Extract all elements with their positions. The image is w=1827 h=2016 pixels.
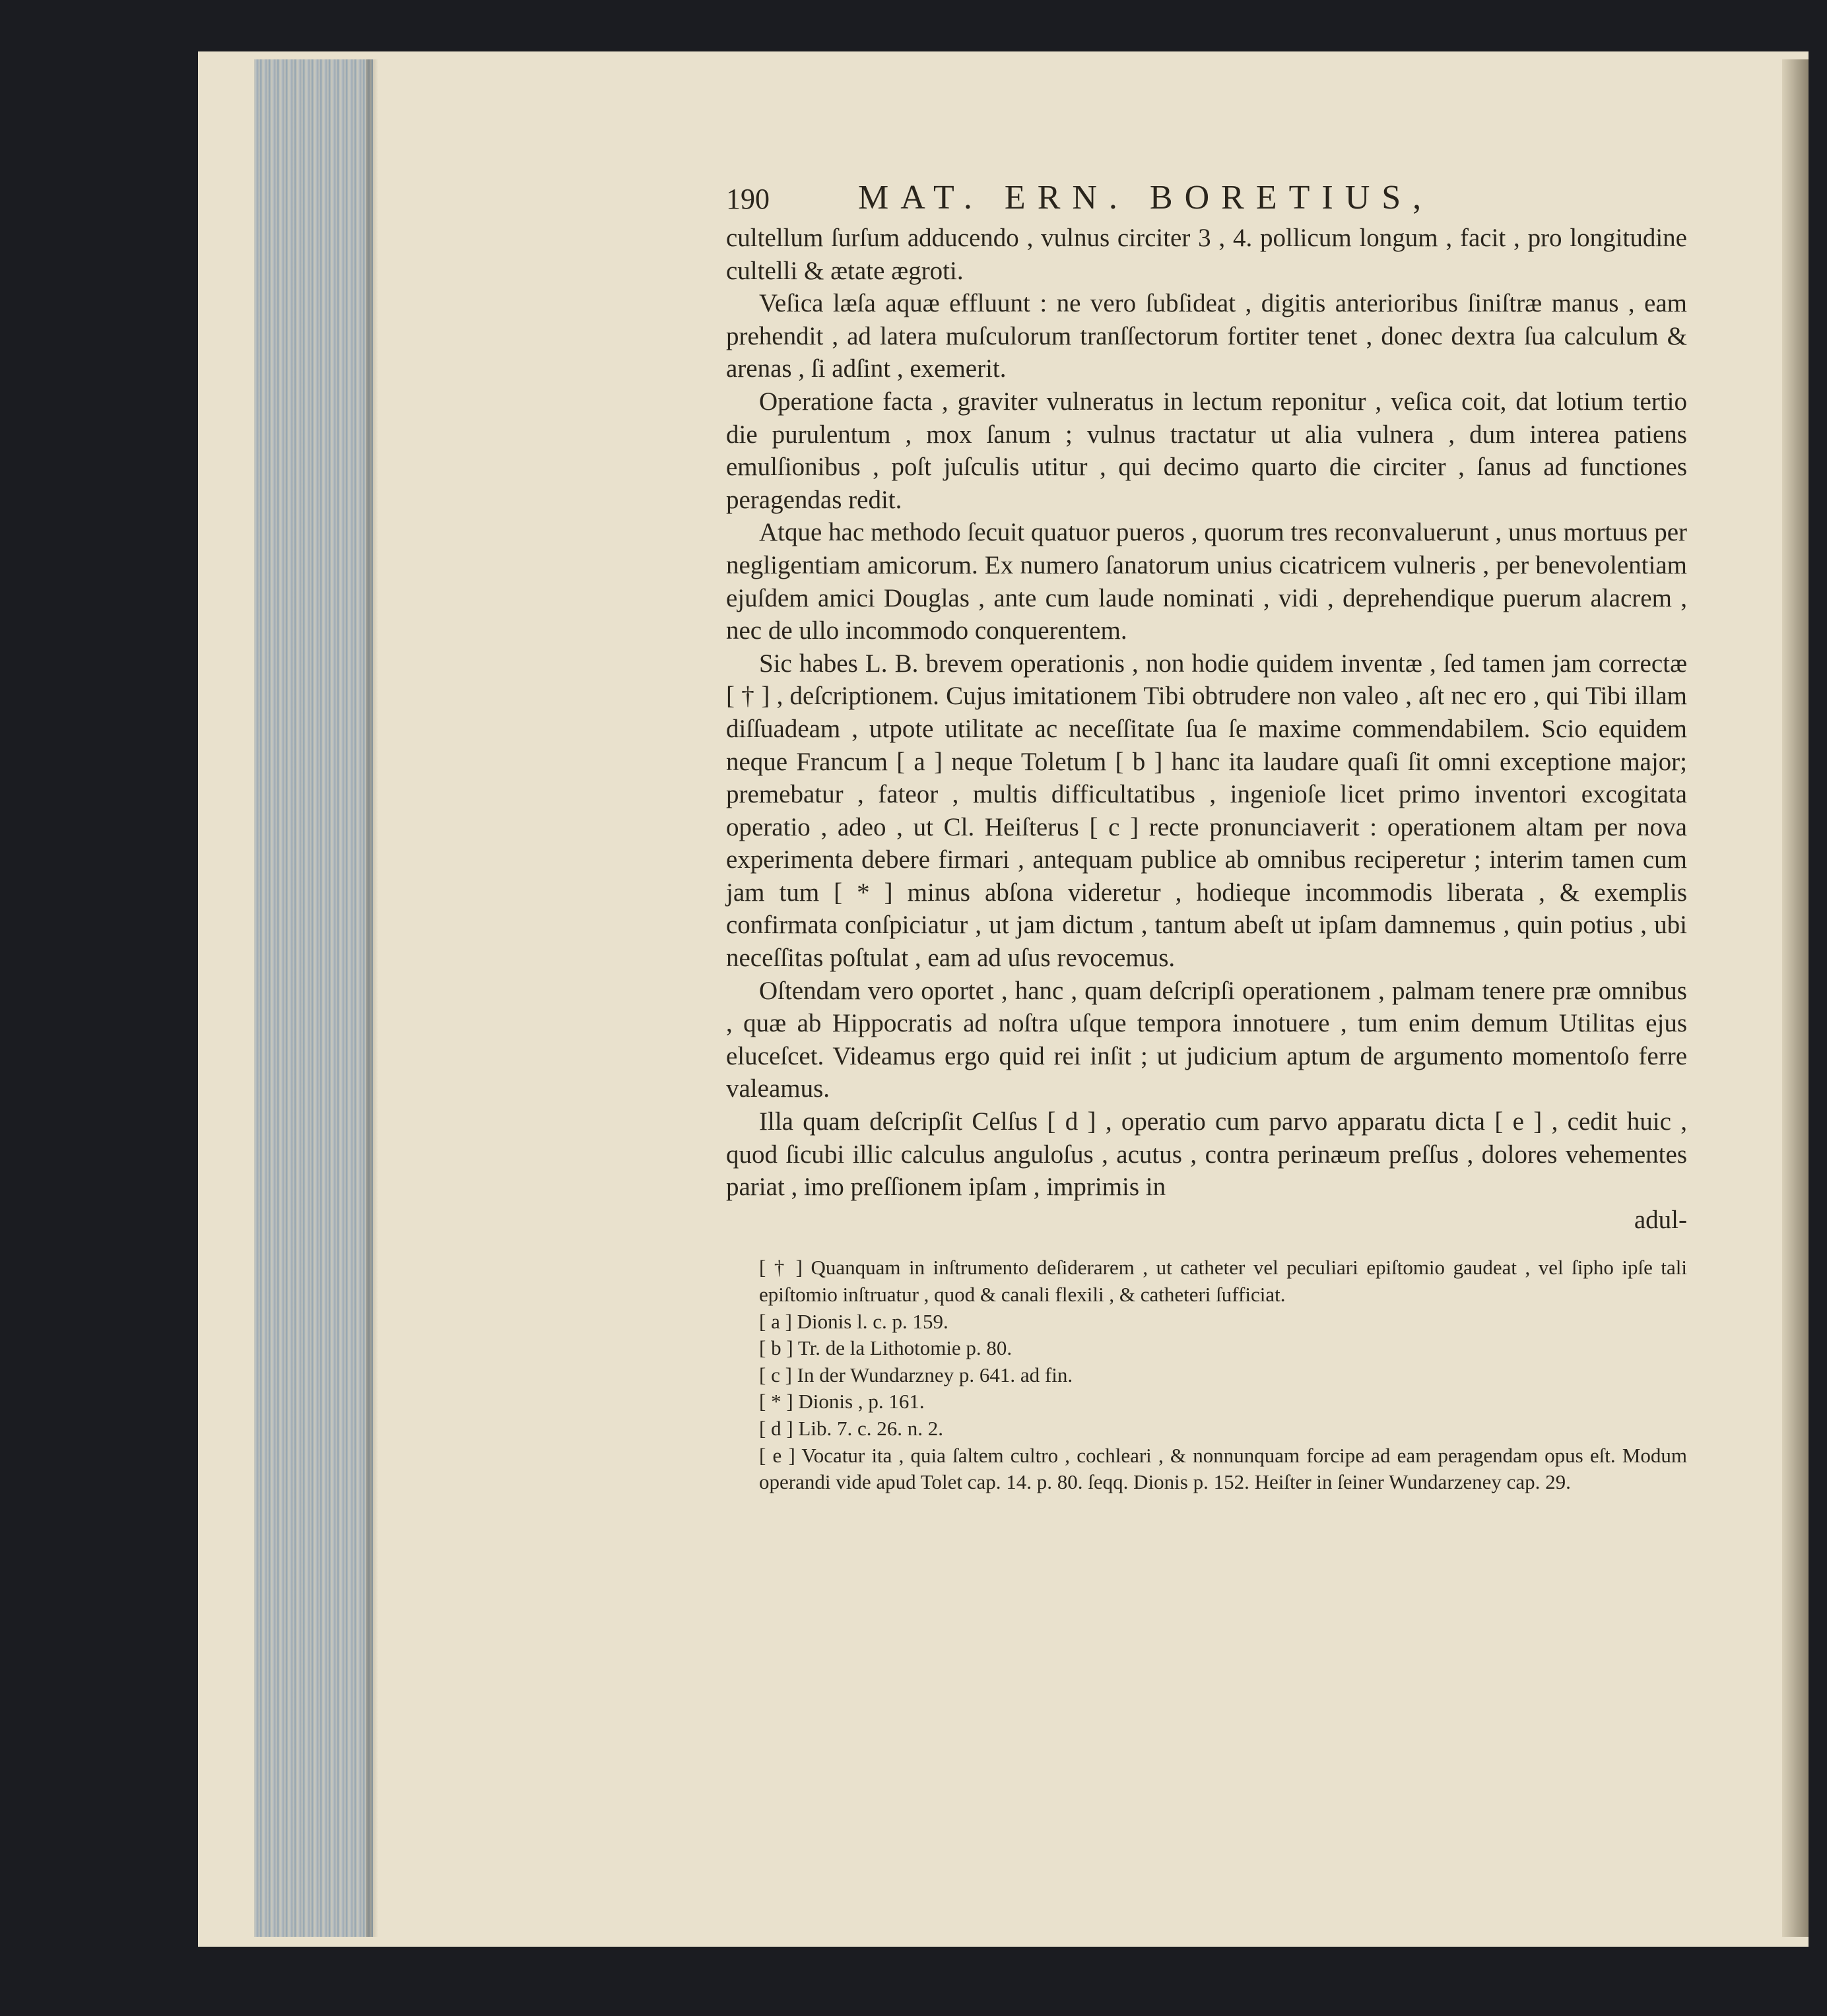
paragraph: Oſtendam vero oportet , hanc , quam deſcripſi operationem , palmam tenere præ omnibus , quæ ab Hippocratis ad noſtra uſque tempora innotuere , tum enim demum Utilitas ejus eluceſcet. Videamus ergo quid rei inſit ; ut judicium aptum de argumento momentoſo ferre valeamus. (726, 976, 1687, 1103)
catchword: adul- (1634, 1205, 1687, 1234)
footnote: [ † ] Quanquam in inſtrumento deſiderarem , ut catheter vel peculiari epiſtomio gaudeat , vel ſipho ipſe tali epiſtomio inſtruatur , quod & canali flexili , & catheteri ſufficiat. (759, 1256, 1687, 1306)
paragraph: Illa quam deſcripſit Celſus [ d ] , operatio cum parvo apparatu dicta [ e ] , cedit huic , quod ſicubi illic calculus anguloſus , acutus , contra perinæum preſſus , dolores vehementes pariat , imo preſſionem ipſam , imprimis in (726, 1107, 1687, 1202)
body-text (726, 222, 1687, 1204)
gutter-shadow (366, 59, 378, 1937)
page-number: 190 (726, 183, 770, 215)
text-column (726, 178, 1687, 1496)
page-edge-stack (254, 59, 373, 1937)
footnote: [ e ] Vocatur ita , quia ſaltem cultro , cochleari , & nonnunquam forcipe ad eam peragendam opus eſt. Modum operandi vide apud Tolet cap. 14. p. 80. ſeqq. Dionis p. 152. Heiſter in ſeiner Wundarzeney cap. 29. (759, 1443, 1687, 1494)
footnote: [ * ] Dionis , p. 161. (759, 1390, 925, 1414)
paragraph: Sic habes L. B. brevem operationis , non hodie quidem inventæ , ſed tamen jam correctæ [ † ] , deſcriptionem. Cujus imitationem Tibi obtrudere non valeo , aſt nec ero , qui Tibi illam diſſuadeam , utpote utilitate ac neceſſitate ſua ſe maxime commendabilem. Scio equidem neque Francum [ a ] neque Toletum [ b ] hanc ita laudare quaſi ſit omni exceptione major; premebatur , fateor , multis difficultatibus , ingenioſe licet primo inventori excogitata operatio , adeo , ut Cl. Heiſterus [ c ] recte pronunciaverit : operationem altam per nova experimenta debere firmari , antequam publice ab omnibus reciperetur ; interim tamen cum jam tum [ * ] minus abſona videretur , hodieque incommodis liberata , & exemplis confirmata conſpiciatur , ut jam dictum , tantum abeſt ut ipſam damnemus , quin potius , ubi neceſſitas poſtulat , eam ad uſus revocemus. (726, 649, 1687, 973)
paragraph: cultellum ſurſum adducendo , vulnus circiter 3 , 4. pollicum longum , facit , pro longitudine cultelli & ætate ægroti. (726, 224, 1687, 285)
footnote: [ c ] In der Wundarzney p. 641. ad fin. (759, 1363, 1073, 1386)
footnotes (726, 1254, 1687, 1495)
footnote: [ b ] Tr. de la Lithotomie p. 80. (759, 1336, 1013, 1360)
facing-page-edge (1782, 59, 1809, 1937)
running-head (726, 178, 1687, 218)
footnote: [ d ] Lib. 7. c. 26. n. 2. (759, 1416, 943, 1440)
paragraph: Operatione facta , graviter vulneratus in lectum reponitur , veſica coit, dat lotium tertio die purulentum , mox ſanum ; vulnus tractatur ut alia vulnera , dum interea patiens emulſionibus , poſt juſculis utitur , qui decimo quarto die circiter , ſanus ad functiones peragendas redit. (726, 387, 1687, 514)
paragraph: Atque hac methodo ſecuit quatuor pueros , quorum tres reconvaluerunt , unus mortuus per negligentiam amicorum. Ex numero ſanatorum unius cicatricem vulneris , per benevolentiam ejuſdem amici Douglas , ante cum laude nominati , vidi , deprehendique puerum alacrem , nec de ullo incommodo conquerentem. (726, 518, 1687, 645)
paragraph: Veſica læſa aquæ effluunt : ne vero ſubſideat , digitis anterioribus ſiniſtræ manus , eam prehendit , ad latera muſculorum tranſſectorum fortiter tenet , donec dextra ſua calculum & arenas , ſi adſint , exemerit. (726, 289, 1687, 383)
running-title: MAT. ERN. BORETIUS, (858, 179, 1434, 216)
footnote: [ a ] Dionis l. c. p. 159. (759, 1309, 948, 1333)
